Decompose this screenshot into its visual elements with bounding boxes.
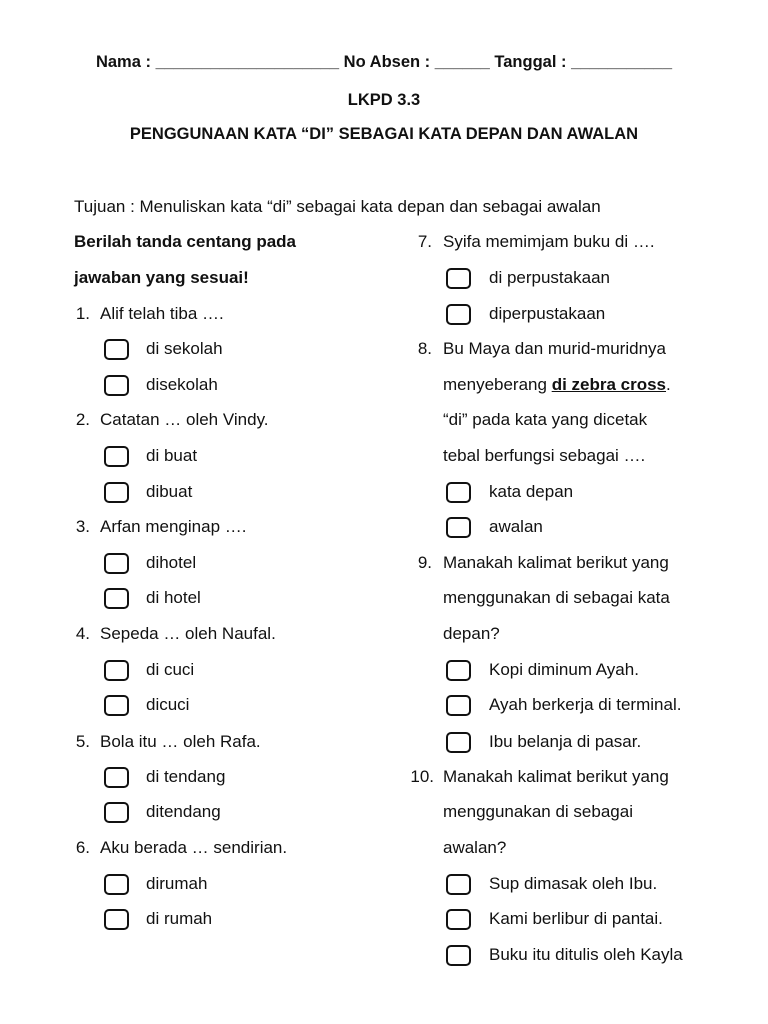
option-label: dicuci: [146, 695, 190, 714]
question-text: Aku berada … sendirian.: [100, 838, 288, 857]
checkbox[interactable]: [104, 553, 129, 574]
checkbox[interactable]: [104, 339, 129, 360]
question-number: 2.: [75, 410, 90, 429]
checkbox[interactable]: [104, 446, 129, 467]
checkbox[interactable]: [104, 660, 129, 681]
checkbox[interactable]: [104, 874, 129, 895]
question-number: 5.: [75, 732, 90, 751]
checkbox[interactable]: [446, 517, 471, 538]
option-label: dibuat: [146, 482, 193, 501]
question-text: menggunakan di sebagai kata: [443, 588, 670, 607]
option-label: Buku itu ditulis oleh Kayla: [489, 945, 683, 964]
checkbox[interactable]: [104, 375, 129, 396]
question-text: Sepeda … oleh Naufal.: [100, 624, 276, 643]
checkbox[interactable]: [104, 482, 129, 503]
question-number: 3.: [75, 517, 90, 536]
option-label: Sup dimasak oleh Ibu.: [489, 874, 658, 893]
checkbox[interactable]: [104, 802, 129, 823]
question-number: 6.: [75, 838, 90, 857]
question-number: 10.: [410, 767, 434, 786]
checkbox[interactable]: [104, 767, 129, 788]
question-text: tebal berfungsi sebagai ….: [443, 446, 646, 465]
question-text-part: .: [666, 375, 671, 394]
option-label: di sekolah: [146, 339, 223, 358]
option-label: dihotel: [146, 553, 197, 572]
checkbox[interactable]: [446, 732, 471, 753]
option-label: Kami berlibur di pantai.: [489, 909, 663, 928]
checkbox[interactable]: [446, 945, 471, 966]
option-label: ditendang: [146, 802, 221, 821]
instruction-line-2: jawaban yang sesuai!: [74, 268, 249, 287]
question-text: Manakah kalimat berikut yang: [443, 553, 669, 572]
question-text: depan?: [443, 624, 500, 643]
question-text: “di” pada kata yang dicetak: [443, 410, 648, 429]
option-label: di perpustakaan: [489, 268, 610, 287]
question-number: 7.: [417, 232, 432, 251]
option-label: diperpustakaan: [489, 304, 606, 323]
question-text: menggunakan di sebagai: [443, 802, 633, 821]
option-label: Kopi diminum Ayah.: [489, 660, 639, 679]
question-text: Catatan … oleh Vindy.: [100, 410, 269, 429]
checkbox[interactable]: [104, 695, 129, 716]
option-label: Ayah berkerja di terminal.: [489, 695, 682, 714]
question-text: Manakah kalimat berikut yang: [443, 767, 669, 786]
checkbox[interactable]: [446, 482, 471, 503]
question-text: Bu Maya dan murid-muridnya: [443, 339, 666, 358]
question-number: 8.: [417, 339, 432, 358]
question-number: 9.: [417, 553, 432, 572]
question-number: 4.: [75, 624, 90, 643]
question-text: awalan?: [443, 838, 507, 857]
question-text-part: menyeberang: [443, 375, 552, 394]
option-label: di rumah: [146, 909, 213, 928]
instruction-line-1: Berilah tanda centang pada: [74, 232, 296, 251]
checkbox[interactable]: [104, 588, 129, 609]
option-label: kata depan: [489, 482, 574, 501]
option-label: di hotel: [146, 588, 201, 607]
option-label: dirumah: [146, 874, 208, 893]
option-label: di cuci: [146, 660, 195, 679]
worksheet-code: LKPD 3.3: [347, 91, 421, 109]
student-info-line: Nama : ____________________ No Absen : ______ Tanggal : ___________: [95, 53, 673, 71]
question-text: [443, 375, 671, 395]
purpose-text: Tujuan : Menuliskan kata “di” sebagai kata depan dan sebagai awalan: [74, 197, 601, 216]
question-text: Bola itu … oleh Rafa.: [100, 732, 261, 751]
checkbox[interactable]: [104, 909, 129, 930]
checkbox[interactable]: [446, 874, 471, 895]
question-number: 1.: [75, 304, 90, 323]
option-label: Ibu belanja di pasar.: [489, 732, 642, 751]
checkbox[interactable]: [446, 304, 471, 325]
checkbox[interactable]: [446, 660, 471, 681]
option-label: di buat: [146, 446, 198, 465]
question-text: Syifa memimjam buku di ….: [443, 232, 655, 251]
option-label: disekolah: [146, 375, 218, 394]
emphasized-phrase: di zebra cross: [551, 375, 667, 394]
option-label: di tendang: [146, 767, 226, 786]
question-text: Alif telah tiba ….: [100, 304, 224, 323]
question-text: Arfan menginap ….: [100, 517, 247, 536]
worksheet-title: PENGGUNAAN KATA “DI” SEBAGAI KATA DEPAN DAN AWALAN: [129, 125, 639, 143]
checkbox[interactable]: [446, 268, 471, 289]
checkbox[interactable]: [446, 909, 471, 930]
option-label: awalan: [489, 517, 543, 536]
checkbox[interactable]: [446, 695, 471, 716]
